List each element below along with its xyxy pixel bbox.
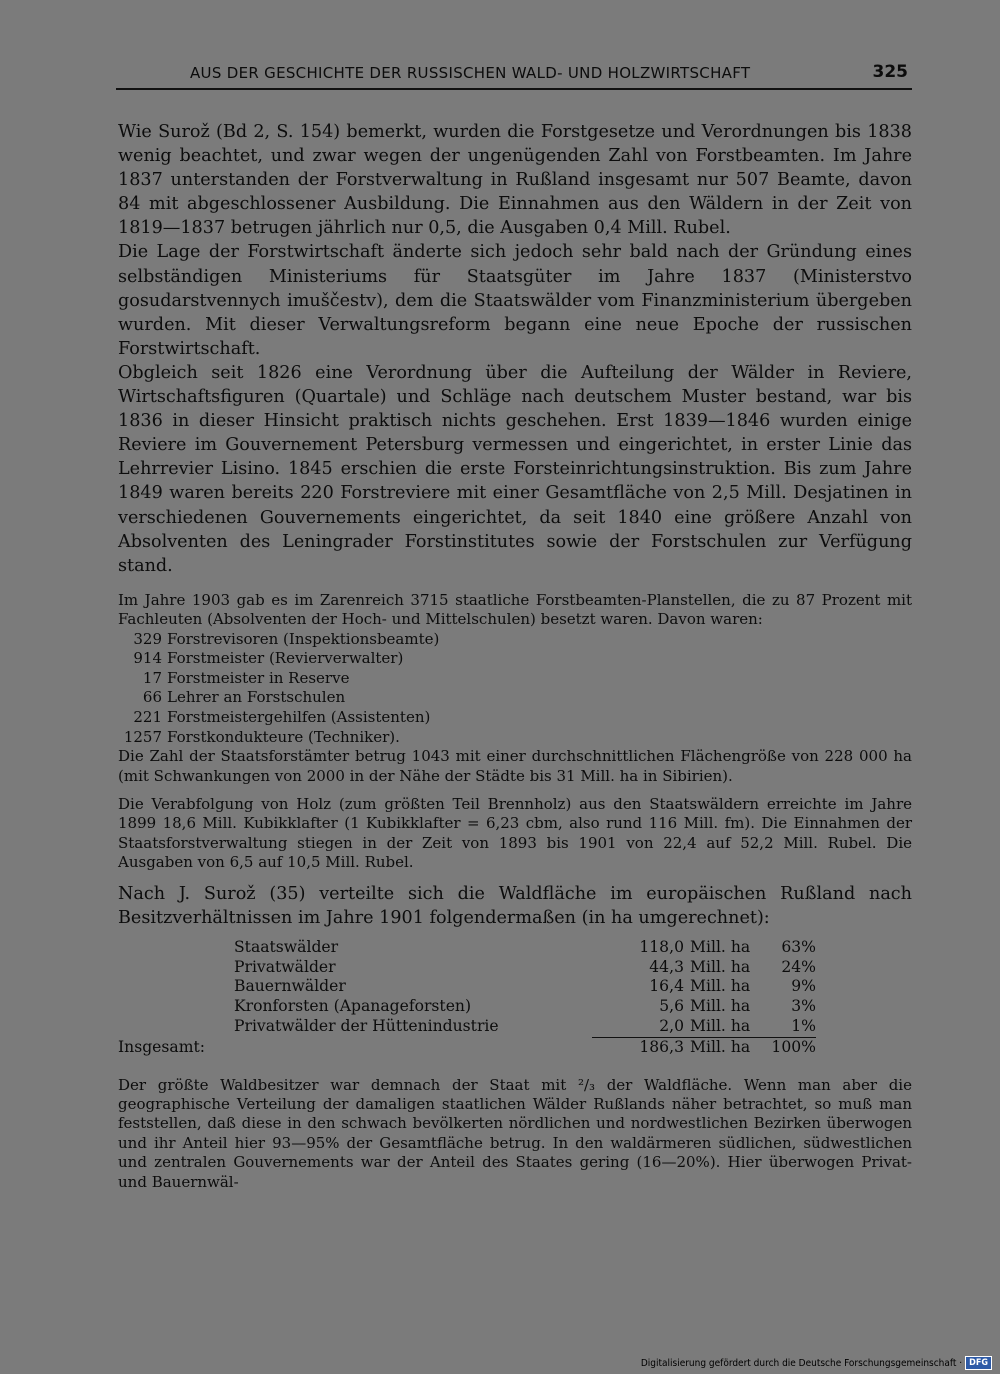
table-row [118, 958, 816, 978]
owner-type: Bauernwälder [234, 977, 346, 996]
total-value: 186,3 [592, 1037, 690, 1057]
staff-list [118, 630, 912, 748]
list-item [118, 630, 912, 650]
paragraph: Die Verabfolgung von Holz (zum größten Teil Brennholz) aus den Staatswäldern erreichte im Jahre 1899 18,6 Mill. Kubikklafter (1 Kubikklafter = 6,23 cbm, also rund 116 Mill. fm). Die Einnahmen der Staatsforstverwaltung stiegen in der Zeit von 1893 bis 1901 von 22,4 auf 52,2 Mill. Rubel. Die Ausgaben von 6,5 auf 10,5 Mill. Rubel. [118, 794, 912, 872]
table-row [118, 938, 816, 958]
table-row [118, 977, 816, 997]
owner-type: Privatwälder [234, 957, 336, 976]
closing-section [118, 1076, 912, 1192]
list-item [118, 708, 912, 728]
area-value: 118,0 [639, 937, 684, 956]
staff-note [118, 591, 912, 786]
body-section [118, 120, 912, 578]
total-percent: 100% [768, 1037, 816, 1057]
total-unit: Mill. ha [690, 1037, 768, 1057]
staff-count: 914 [133, 649, 162, 668]
note-intro: Im Jahre 1903 gab es im Zarenreich 3715 staatliche Forstbeamten-Planstellen, die zu 87 Prozent mit Fachleuten (Absolventen der Hoch- und Mittelschulen) besetzt waren. Davon waren: [118, 590, 912, 629]
staff-count: 17 [142, 668, 162, 687]
staff-role: Lehrer an Forstschulen [167, 688, 346, 707]
owner-type: Staatswälder [234, 937, 339, 956]
list-item [118, 728, 912, 748]
staff-count: 329 [133, 629, 162, 648]
area-percent: 24% [781, 957, 816, 976]
area-value: 16,4 [649, 977, 684, 996]
staff-role: Forstmeister in Reserve [167, 668, 350, 687]
staff-count: 221 [133, 707, 162, 726]
list-item [118, 688, 912, 708]
staff-count: 1257 [123, 727, 162, 746]
main-text [118, 120, 912, 1192]
area-percent: 63% [781, 937, 816, 956]
table-intro-section [118, 882, 912, 930]
dfg-logo: DFG [965, 1356, 992, 1370]
staff-role: Forstkondukteure (Techniker). [167, 727, 400, 746]
area-value: 44,3 [649, 957, 684, 976]
area-unit: Mill. ha [690, 1016, 751, 1035]
staff-role: Forstmeister (Revierverwalter) [167, 649, 404, 668]
timber-note [118, 795, 912, 873]
owner-type: Privatwälder der Hüttenindustrie [234, 1017, 499, 1036]
staff-count: 66 [142, 688, 162, 707]
area-value: 2,0 [659, 1016, 684, 1035]
paragraph: Obgleich seit 1826 eine Verordnung über die Aufteilung der Wälder in Reviere, Wirtschaftsfiguren (Quartale) und Schläge nach deutschem Muster bestand, war bis 1836 in dieser Hinsicht praktisch nichts geschehen. Erst 1839—1846 wurden einige Reviere im Gouvernement Petersburg vermessen und eingerichtet, in erster Linie das Lehrrevier Lisino. 1845 erschien die erste Forsteinrichtungsinstruktion. Bis zum Jahre 1849 waren bereits 220 Forstreviere mit einer Gesamtfläche von 2,5 Mill. Desjatinen in verschiedenen Gouvernements eingerichtet, da seit 1840 eine größere Anzahl von Absolventen des Leningrader Forstinstitutes sowie der Forstschulen zur Verfügung stand. [118, 362, 912, 576]
area-percent: 3% [791, 997, 816, 1016]
owner-type: Kronforsten (Apanageforsten) [234, 997, 472, 1016]
running-header [116, 62, 912, 90]
area-percent: 1% [791, 1016, 816, 1035]
area-unit: Mill. ha [690, 997, 751, 1016]
page-number: 325 [872, 62, 908, 82]
table-row [118, 997, 816, 1017]
credit-text: Digitalisierung gefördert durch die Deutsche Forschungsgemeinschaft · [640, 1357, 963, 1369]
area-value: 5,6 [659, 997, 684, 1016]
paragraph: Die Lage der Forstwirtschaft änderte sich jedoch sehr bald nach der Gründung eines selbständigen Ministeriums für Staatsgüter im Jahre 1837 (Ministerstvo gosudarstvennych imuščestv), dem die Staatswälder vom Finanzministerium übergeben wurden. Mit dieser Verwaltungsreform begann eine neue Epoche der russischen Forstwirtschaft. [118, 242, 912, 359]
total-label: Insgesamt: [118, 1037, 206, 1056]
staff-role: Forstmeistergehilfen (Assistenten) [167, 707, 431, 726]
closing-paragraph: Der größte Waldbesitzer war demnach der Staat mit ²/₃ der Waldfläche. Wenn man aber die geographische Verteilung der damaligen staatlichen Wälder Rußlands näher betrachtet, so muß man feststellen, daß diese in den schwach bevölkerten nördlichen und nordwestlichen Bezirken überwogen und ihr Anteil hier 93—95% der Gesamtfläche betrug. In den waldärmeren südlichen, südwestlichen und zentralen Gouvernements war der Anteil des Staates gering (16—20%). Hier überwogen Privat- und Bauernwäl- [118, 1075, 912, 1191]
forest-ownership-table [118, 938, 816, 1058]
staff-role: Forstrevisoren (Inspektionsbeamte) [167, 629, 440, 648]
area-percent: 9% [791, 977, 816, 996]
area-unit: Mill. ha [690, 937, 751, 956]
table-row [118, 1017, 816, 1037]
table-total-row [118, 1037, 816, 1057]
area-unit: Mill. ha [690, 957, 751, 976]
running-title: AUS DER GESCHICHTE DER RUSSISCHEN WALD- UND HOLZWIRTSCHAFT [190, 64, 751, 82]
paragraph: Wie Surož (Bd 2, S. 154) bemerkt, wurden die Forstgesetze und Verordnungen bis 1838 wenig beachtet, und zwar wegen der ungenügenden Zahl von Forstbeamten. Im Jahre 1837 unterstanden der Forstverwaltung in Rußland insgesamt nur 507 Beamte, davon 84 mit abgeschlossener Ausbildung. Die Einnahmen aus den Wäldern in der Zeit von 1819—1837 betrugen jährlich nur 0,5, die Ausgaben 0,4 Mill. Rubel. [118, 122, 912, 239]
note-outro: Die Zahl der Staatsforstämter betrug 1043 mit einer durchschnittlichen Flächengröße von 228 000 ha (mit Schwankungen von 2000 in der Nähe der Städte bis 31 Mill. ha in Sibirien). [118, 747, 912, 785]
list-item [118, 649, 912, 669]
table-intro: Nach J. Surož (35) verteilte sich die Waldfläche im europäischen Rußland nach Besitzverhältnissen im Jahre 1901 folgendermaßen (in ha umgerechnet): [118, 883, 912, 928]
digitization-credit [641, 1356, 992, 1370]
area-unit: Mill. ha [690, 977, 751, 996]
list-item [118, 669, 912, 689]
